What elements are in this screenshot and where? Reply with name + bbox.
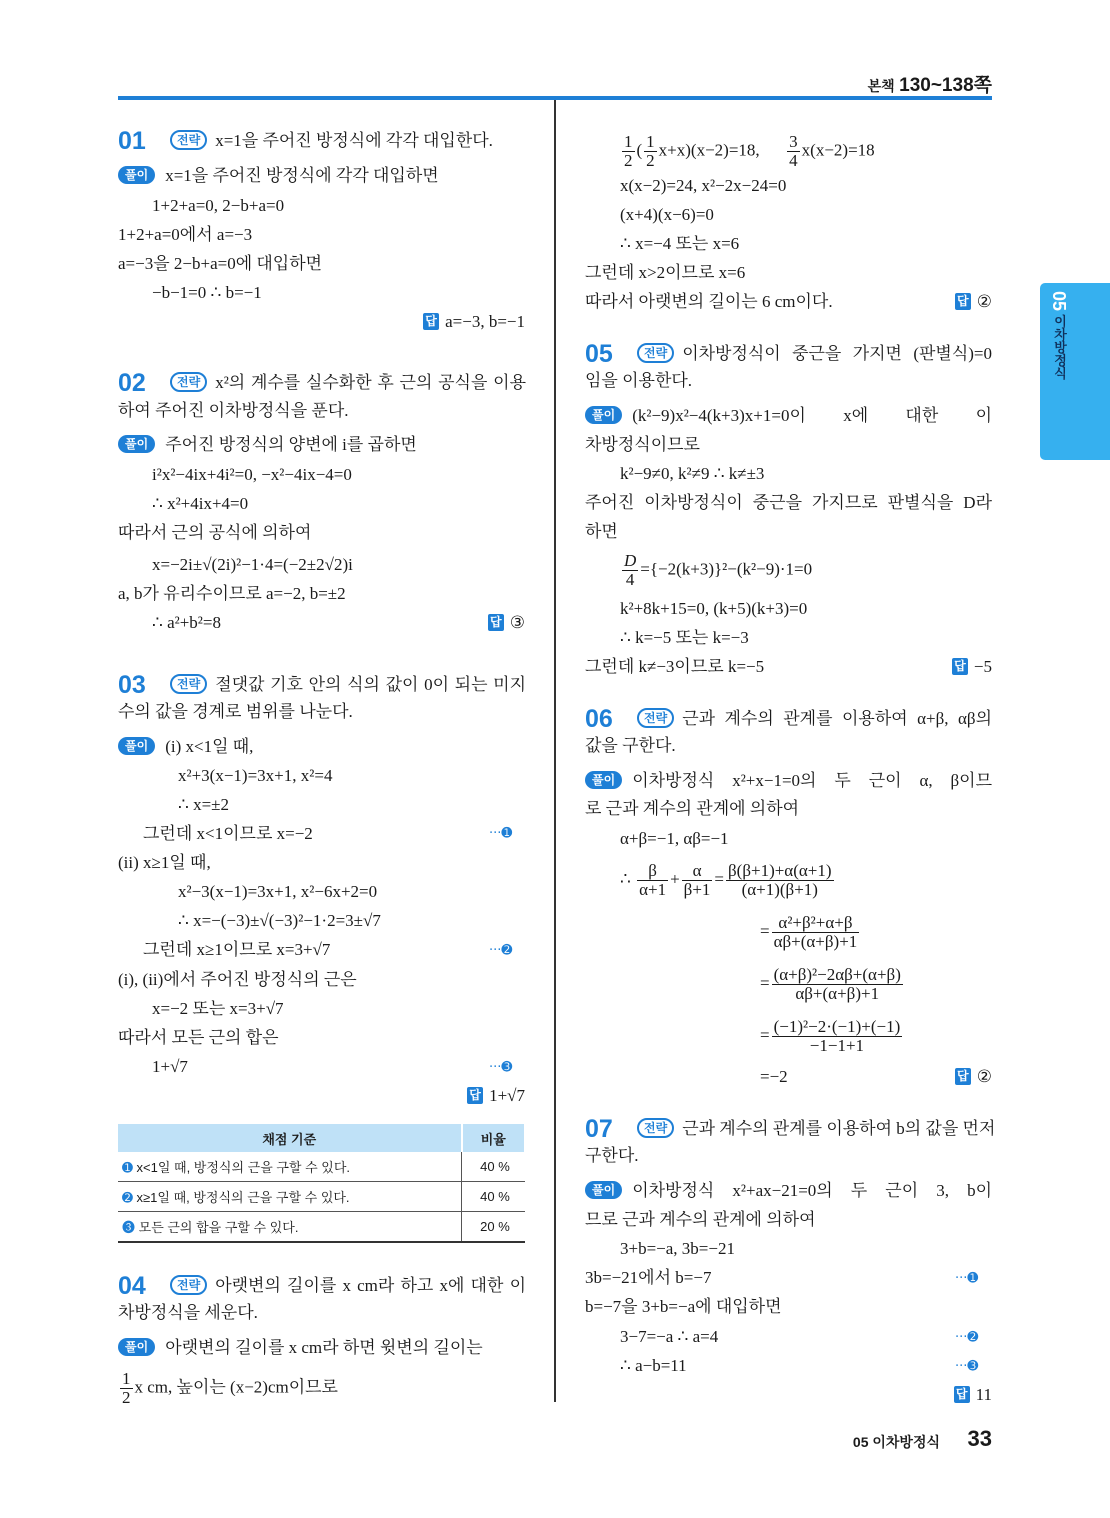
step-marker-1: ···➊ [489, 826, 513, 841]
solution-line: 풀이 x=1을 주어진 방정식에 각각 대입하면 [118, 165, 439, 187]
strategy: 전략 절댓값 기호 안의 식의 값이 0이 되는 미지 [170, 674, 526, 696]
step-marker-2: ···➋ [489, 943, 513, 958]
strategy-line: 값을 구한다. [585, 736, 676, 755]
solution-line: (ii) x≥1일 때, [118, 853, 211, 872]
answer-badge: 답 [955, 1068, 971, 1085]
column-header: 채점 기준 [118, 1124, 462, 1152]
solution-line: k²+8k+15=0, (k+5)(k+3)=0 [620, 599, 808, 618]
solution-line: 그런데 x≥1이므로 x=3+√7 [143, 940, 331, 959]
strategy-line: 수의 값을 경계로 범위를 나눈다. [118, 702, 353, 721]
solution-line: 1+√7 [152, 1057, 188, 1076]
strategy-line: 구한다. [585, 1146, 639, 1165]
problem-number: 02 [118, 369, 146, 397]
problem-number: 05 [585, 340, 613, 368]
solution-line: 그런데 x>2이므로 x=6 [585, 263, 746, 282]
solution-line: a=−3을 2−b+a=0에 대입하면 [118, 254, 323, 273]
solution-line: 1+2+a=0에서 a=−3 [118, 225, 253, 244]
strategy-badge: 전략 [170, 674, 207, 694]
solution-line: b=−7을 3+b=−a에 대입하면 [585, 1297, 782, 1316]
problem-number: 07 [585, 1115, 613, 1143]
solution-line: $\frac{D}{4}$ ={−2(k+3)}²−(k²−9)·1=0 [624, 551, 813, 589]
solution-line: ∴ x²+4ix+4=0 [152, 494, 249, 513]
solution-line: ∴ a²+b²=8 [152, 613, 221, 632]
solution-line: 차방정식이므로 [585, 435, 700, 454]
solution-line: $\frac{1}{2}$ ( $\frac{1}{2}$ x+x)(x−2)=18, $\frac{3}{4}$ x(x−2)=18 [624, 132, 875, 170]
problem-number: 01 [118, 127, 146, 155]
solution-line: x²+3(x−1)=3x+1, x²=4 [178, 766, 333, 785]
solution-line: ∴ k=−5 또는 k=−3 [620, 628, 749, 647]
column-divider [554, 100, 556, 1402]
answer-badge: 답 [955, 293, 971, 310]
answer: 답 11 [954, 1384, 992, 1406]
page-reference: 본책 130~138쪽 [867, 75, 992, 96]
strategy: 전략 x=1을 주어진 방정식에 각각 대입한다. [170, 130, 493, 152]
solution-line: =−2 [760, 1067, 788, 1086]
grading-table [118, 1124, 526, 1243]
problem-number: 03 [118, 671, 146, 699]
solution-line: x(x−2)=24, x²−2x−24=0 [620, 176, 787, 195]
answer-badge: 답 [467, 1087, 483, 1104]
solution-line: 1+2+a=0, 2−b+a=0 [152, 196, 285, 215]
page-number: 33 [967, 1426, 992, 1451]
solution-line: (x+4)(x−6)=0 [620, 205, 714, 224]
solution-badge: 풀이 [585, 406, 622, 424]
solution-line: i²x²−4ix+4i²=0, −x²−4ix−4=0 [152, 465, 352, 484]
footer-chapter: 05 이차방정식 [852, 1434, 940, 1450]
strategy-badge: 전략 [170, 1275, 207, 1295]
answer: 답 ② [955, 291, 992, 313]
solution-line: ∴ $\frac{\beta}{\alpha+1}$ + $\frac{\alpha}{\beta+1}$ = $\frac{\beta(\beta+1)+\alpha(\alpha+1)}{(\alpha+1)(\beta+1)}$ [620, 861, 832, 899]
solution-line: 그런데 k≠−3이므로 k=−5 [585, 657, 765, 676]
answer-badge: 답 [952, 658, 968, 675]
answer-badge: 답 [954, 1386, 970, 1403]
solution-line: 풀이 아랫변의 길이를 x cm라 하면 윗변의 길이는 [118, 1337, 483, 1359]
step-marker-3: ···➌ [955, 1359, 979, 1374]
answer: 답 a=−3, b=−1 [423, 311, 525, 333]
strategy-line: 하여 주어진 이차방정식을 푼다. [118, 401, 349, 420]
solution-line: ∴ x=−4 또는 x=6 [620, 234, 740, 253]
solution-line: 3b=−21에서 b=−7 [585, 1268, 712, 1287]
solution-line: a, b가 유리수이므로 a=−2, b=±2 [118, 584, 346, 603]
answer-badge: 답 [423, 313, 439, 330]
solution-line: = $\frac{\text{(−1)²−2·(−1)+(−1)}}{-1-1+1}$ [760, 1017, 901, 1055]
problem-number: 04 [118, 1272, 146, 1300]
solution-badge: 풀이 [118, 737, 155, 755]
solution-line: −b−1=0 ∴ b=−1 [152, 283, 262, 302]
answer: 답 ③ [488, 612, 525, 634]
solution-line: $\frac{1}{2}$ x cm, 높이는 (x−2)cm이므로 [122, 1369, 338, 1407]
answer: 답 −5 [952, 656, 992, 678]
solution-line: 주어진 이차방정식이 중근을 가지므로 판별식을 D라 [585, 493, 992, 512]
problem-number: 06 [585, 705, 613, 733]
answer-badge: 답 [488, 614, 504, 631]
strategy-badge: 전략 [637, 708, 674, 728]
solution-line: 풀이 이차방정식 x²+ax−21=0의 두 근이 3, b이 [585, 1180, 992, 1202]
solution-line: ∴ x=±2 [178, 795, 229, 814]
solution-line: k²−9≠0, k²≠9 ∴ k≠±3 [620, 464, 765, 483]
solution-badge: 풀이 [585, 771, 622, 789]
solution-line: x=−2 또는 x=3+√7 [152, 999, 284, 1018]
solution-line: 그런데 x<1이므로 x=−2 [143, 824, 313, 843]
solution-line: x=−2i±√(2i)²−1·4=(−2±2√2)i [152, 555, 353, 574]
solution-line: ∴ x=−(−3)±√(−3)²−1·2=3±√7 [178, 911, 381, 930]
solution-line: = $\frac{\text{α²+β²+α+β}}{\alpha\beta+(\alpha+\beta)+1}$ [760, 913, 858, 951]
solution-line: 따라서 아랫변의 길이는 6 cm이다. [585, 292, 833, 311]
solution-line: 따라서 모든 근의 합은 [118, 1028, 279, 1047]
solution-badge: 풀이 [118, 166, 155, 184]
strategy: 전략 x²의 계수를 실수화한 후 근의 공식을 이용 [170, 372, 526, 394]
column-header: 비율 [462, 1124, 526, 1152]
answer: 답 1+√7 [467, 1085, 525, 1107]
solution-badge: 풀이 [585, 1181, 622, 1199]
strategy: 전략 근과 계수의 관계를 이용하여 b의 값을 먼저 [637, 1118, 992, 1140]
solution-line: 풀이 (k²−9)x²−4(k+3)x+1=0이 x에 대한 이 [585, 405, 992, 427]
strategy-badge: 전략 [637, 1118, 674, 1138]
answer: 답 ② [955, 1066, 992, 1088]
table-row: ➌ 모든 근의 합을 구할 수 있다. 20 % [118, 1212, 525, 1243]
solution-line: α+β=−1, αβ=−1 [620, 829, 729, 848]
strategy-badge: 전략 [637, 343, 674, 363]
solution-line: 로 근과 계수의 관계에 의하여 [585, 799, 800, 818]
solution-line: 3−7=−a ∴ a=4 [620, 1327, 719, 1346]
solution-line: 하면 [585, 522, 618, 541]
strategy: 전략 이차방정식이 중근을 가지면 (판별식)=0 [637, 343, 992, 365]
strategy-badge: 전략 [170, 130, 207, 150]
step-marker-3: ···➌ [489, 1060, 513, 1075]
solution-line: (i), (ii)에서 주어진 방정식의 근은 [118, 970, 357, 989]
solution-line: 풀이 (i) x<1일 때, [118, 736, 253, 758]
strategy-line: 차방정식을 세운다. [118, 1303, 258, 1322]
step-marker-2: ···➋ [955, 1330, 979, 1345]
step-marker-1: ···➊ [955, 1271, 979, 1286]
chapter-tab[interactable]: 05 이차방정식 [1040, 283, 1110, 460]
table-row: ➋ x≥1일 때, 방정식의 근을 구할 수 있다. 40 % [118, 1182, 525, 1212]
table-row: ➊ x<1일 때, 방정식의 근을 구할 수 있다. 40 % [118, 1152, 525, 1182]
solution-line: x²−3(x−1)=3x+1, x²−6x+2=0 [178, 882, 378, 901]
solution-line: 풀이 이차방정식 x²+x−1=0의 두 근이 α, β이므 [585, 770, 992, 792]
solution-line: = $\frac{\text{(α+β)²−2αβ+(α+β)}}{\alpha\beta+(\alpha+\beta)+1}$ [760, 965, 901, 1003]
solution-line: 므로 근과 계수의 관계에 의하여 [585, 1210, 816, 1229]
solution-line: ∴ a−b=11 [620, 1356, 687, 1375]
strategy: 전략 아랫변의 길이를 x cm라 하고 x에 대한 이 [170, 1275, 526, 1297]
strategy: 전략 근과 계수의 관계를 이용하여 α+β, αβ의 [637, 708, 992, 730]
solution-line: 따라서 근의 공식에 의하여 [118, 523, 312, 542]
solution-badge: 풀이 [118, 435, 155, 453]
strategy-line: 임을 이용한다. [585, 371, 693, 390]
solution-badge: 풀이 [118, 1338, 155, 1356]
solution-line: 3+b=−a, 3b=−21 [620, 1239, 735, 1258]
solution-line: 풀이 주어진 방정식의 양변에 i를 곱하면 [118, 434, 417, 456]
strategy-badge: 전략 [170, 372, 207, 392]
